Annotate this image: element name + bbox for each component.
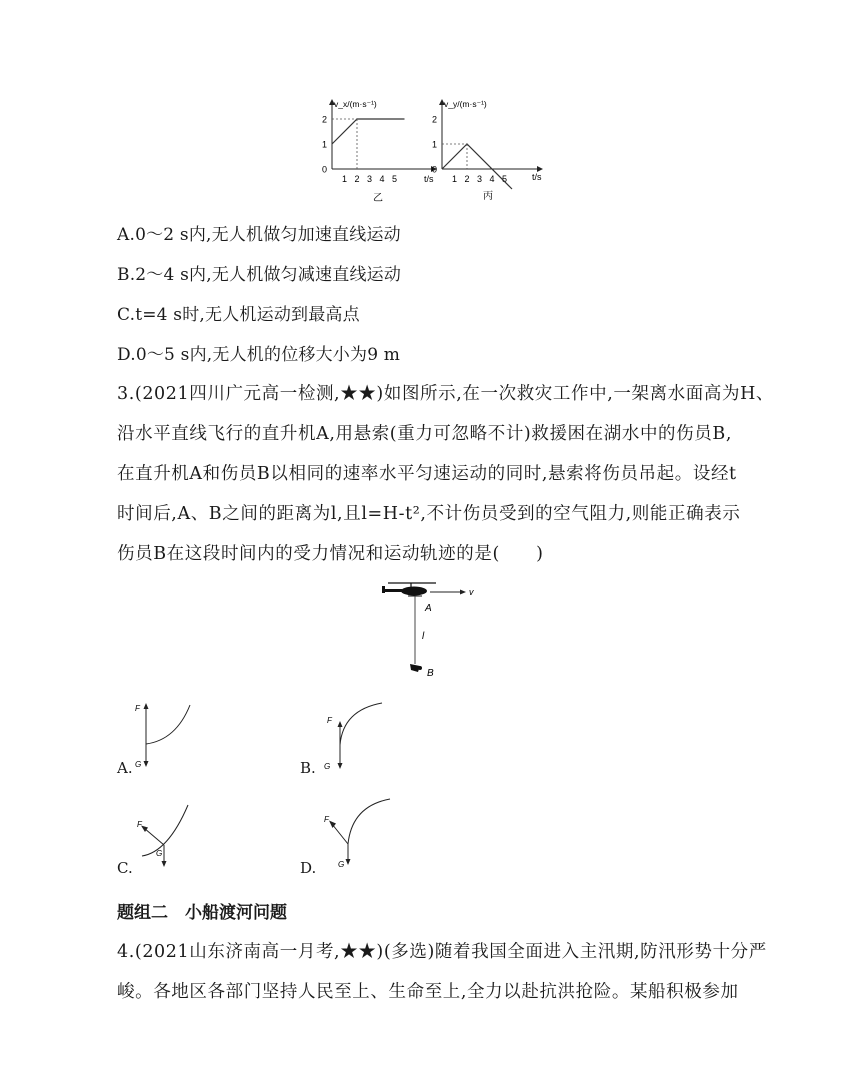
label-g: G	[338, 860, 345, 869]
option-c: C.t=4 s时,无人机运动到最高点	[117, 305, 360, 325]
vx-curve	[332, 119, 405, 144]
gravity-g-head	[144, 761, 149, 767]
y-tick-label: 1	[432, 139, 438, 150]
label-g: G	[135, 760, 142, 769]
q4-line-1: 4.(2021山东济南高一月考,★★)(多选)随着我国全面进入主汛期,防汛形势十分严	[117, 942, 767, 962]
y-tick-label: 0	[322, 164, 328, 175]
graph-caption: 丙	[483, 191, 493, 202]
trajectory-curve	[142, 805, 188, 856]
graph-bing	[418, 96, 558, 206]
x-tick-label: 3	[367, 174, 373, 184]
option-b: B.2～4 s内,无人机做匀减速直线运动	[117, 265, 402, 285]
y-axis-label: v_x/(m·s⁻¹)	[334, 99, 377, 109]
gravity-g-head	[338, 763, 343, 769]
q3-line-2: 沿水平直线飞行的直升机A,用悬索(重力可忽略不计)救援困在湖水中的伤员B,	[117, 424, 732, 444]
helicopter-figure	[380, 580, 490, 682]
option-c-figure	[130, 800, 200, 872]
option-d-letter: D.	[300, 859, 317, 877]
q3-line-1: 3.(2021四川广元高一检测,★★)如图所示,在一次救灾工作中,一架离水面高为H、	[117, 384, 775, 404]
gravity-g-head	[162, 861, 167, 867]
option-c-letter: C.	[117, 859, 133, 877]
option-a: A.0～2 s内,无人机做匀加速直线运动	[117, 225, 401, 245]
y-axis-label: v_y/(m·s⁻¹)	[444, 99, 487, 109]
label-f: F	[324, 815, 329, 824]
option-a-letter: A.	[117, 759, 133, 777]
option-a-figure	[130, 700, 200, 772]
label-f: F	[137, 820, 142, 829]
graph-caption: 乙	[373, 193, 383, 204]
trajectory-curve	[348, 799, 390, 844]
label-g: G	[324, 762, 331, 771]
q3-line-4: 时间后,A、B之间的距离为l,且l=H-t²,不计伤员受到的空气阻力,则能正确表示	[117, 504, 741, 524]
label-g: G	[156, 849, 163, 858]
force-f-arrow	[332, 824, 348, 844]
label-f: F	[327, 716, 332, 725]
velocity-arrowhead	[460, 590, 466, 595]
option-b-letter: B.	[300, 759, 316, 777]
y-tick-label: 2	[322, 114, 328, 125]
force-f-head	[329, 821, 336, 829]
x-tick-label: 1	[452, 174, 458, 184]
y-tick-label: 2	[432, 114, 438, 125]
trajectory-curve	[146, 705, 190, 744]
force-f-head	[338, 721, 343, 727]
x-tick-label: 3	[477, 174, 483, 184]
option-d: D.0～5 s内,无人机的位移大小为9 m	[117, 345, 401, 365]
velocity-label: v	[469, 587, 474, 597]
label-f: F	[135, 704, 140, 713]
option-b-figure	[310, 700, 390, 774]
trajectory-curve	[340, 703, 382, 745]
q4-line-2: 峻。各地区各部门坚持人民至上、生命至上,全力以赴抗洪抢险。某船积极参加	[117, 982, 739, 1002]
helicopter-icon	[382, 583, 436, 596]
x-tick-label: 1	[342, 174, 348, 184]
section-title: 题组二 小船渡河问题	[117, 903, 287, 923]
x-tick-label: 4	[489, 174, 495, 184]
x-axis-label: t/s	[424, 174, 434, 184]
x-axis-label: t/s	[532, 172, 542, 182]
x-tick-label: 4	[379, 174, 385, 184]
option-d-figure	[318, 796, 398, 872]
x-tick-label: 2	[464, 174, 470, 184]
label-l: l	[422, 631, 425, 642]
label-a: A	[425, 603, 432, 614]
x-tick-label: 2	[354, 174, 360, 184]
force-f-head	[144, 703, 149, 709]
gravity-g-head	[346, 859, 351, 865]
x-tick-label: 5	[392, 174, 398, 184]
force-f-arrow	[144, 828, 164, 845]
label-b: B	[427, 668, 434, 679]
person-icon	[410, 664, 422, 672]
q3-line-5: 伤员B在这段时间内的受力情况和运动轨迹的是( )	[117, 544, 544, 564]
y-tick-label: 1	[322, 139, 328, 150]
x-tick-label: 5	[502, 174, 508, 184]
y-tick-label: 0	[432, 164, 438, 175]
q3-line-3: 在直升机A和伤员B以相同的速率水平匀速运动的同时,悬索将伤员吊起。设经t	[117, 464, 737, 484]
